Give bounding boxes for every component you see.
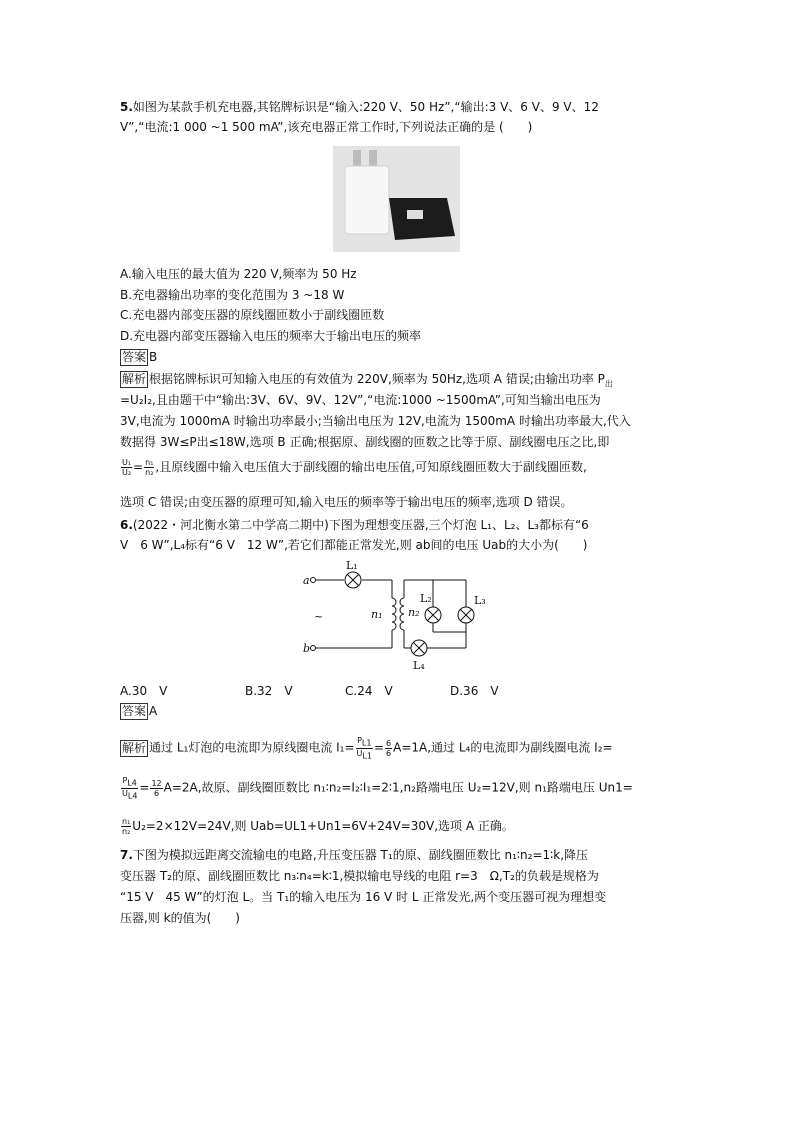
frac-12-6: $\frac{12}{6}$ <box>151 778 162 798</box>
q7-number: 7. <box>120 848 133 862</box>
q6-analysis-text3: U₂=2×12V=24V,则 Uab=UL1+Un1=6V+24V=30V,选项 A 正确。 <box>132 819 514 833</box>
q6-analysis-text2: A=2A,故原、副线圈匝数比 n₁∶n₂=I₂∶I₁=2∶1,n₂路端电压 U₂=12V,则 n₁路端电压 Un1= <box>163 780 633 795</box>
q6-option-a: A.30 V <box>120 684 168 698</box>
lamp-l2-label: L₂ <box>420 592 432 605</box>
q6-analysis-text1a: 通过 L₁灯泡的电流即为原线圈电流 I₁= <box>149 740 355 755</box>
q7-stem-line3: “15 V 45 W”的灯泡 L。当 T₁的输入电压为 16 V 时 L 正常发光,两个变压器可视为理想变 <box>120 890 607 904</box>
q6-option-b: B.32 V <box>245 684 293 698</box>
q6-analysis-line3 <box>120 817 514 836</box>
q5-stem-line1 <box>120 99 599 115</box>
q7-stem-text1: 下图为模拟远距离交流输电的电路,升压变压器 T₁的原、副线圈匝数比 n₁∶n₂=1∶k,降压 <box>132 848 589 862</box>
q5-answer <box>120 349 157 366</box>
frac-6-6: $\frac{6}{6}$ <box>386 738 392 758</box>
q6-stem-text1: (2022・河北衡水第二中学高二期中)下图为理想变压器,三个灯泡 L₁、L₂、L₃都标有“6 <box>132 518 589 532</box>
q5-analysis-line4: 数据得 3W≤P出≤18W,选项 B 正确;根据原、副线圈的匝数之比等于原、副线圈电压之比,即 <box>120 435 610 449</box>
q5-analysis-line6: 选项 C 错误;由变压器的原理可知,输入电压的频率等于输出电压的频率,选项 D 错误。 <box>120 495 573 509</box>
ratio-u1-u2: $\frac{\text{U₁}}{\text{U₂}}$ <box>122 458 132 477</box>
ac-source-symbol: ~ <box>314 610 324 623</box>
q6-stem-line1 <box>120 517 589 533</box>
q6-analysis-line1: 解析 通过 L₁灯泡的电流即为原线圈电流 I₁= $\frac{P_{L1}}{U_{L1}}$ = $\frac{6}{6}$ A=1A,通过 L₄的电流即为副线圈电流 I₂= <box>122 736 613 761</box>
terminal-a-label: a <box>303 574 310 587</box>
q5-option-b: B.充电器输出功率的变化范围为 3 ~18 W <box>120 288 345 302</box>
q5-analysis-text1: 根据铭牌标识可知输入电压的有效值为 220V,频率为 50Hz,选项 A 错误;由输出功率 P <box>149 372 605 386</box>
frac-pl4-ul4: $\frac{P_{L4}}{U_{L4}}$ <box>122 776 138 801</box>
q5-stem-line2: V”,“电流:1 000 ~1 500 mA”,该充电器正常工作时,下列说法正确的是 ( ) <box>120 120 533 134</box>
q5-stem-text1: 如图为某款手机充电器,其铭牌标识是“输入:220 V、50 Hz”,“输出:3 V、6 V、9 V、12 <box>132 100 599 114</box>
q7-stem-line1 <box>120 847 588 863</box>
frac-n1-n2: $\frac{\text{n₁}}{\text{n₂}}$ <box>122 817 131 836</box>
ratio-n1-n2: $\frac{\text{n₁}}{\text{n₂}}$ <box>145 458 154 477</box>
q6-analysis-text1b: A=1A,通过 L₄的电流即为副线圈电流 I₂= <box>393 740 613 755</box>
q5-analysis-line1 <box>120 371 613 392</box>
q5-analysis-line5: $\frac{\text{U₁}}{\text{U₂}}$ = $\frac{\text{n₁}}{\text{n₂}}$ ,且原线圈中输入电压值大于副线圈的输出电压值,可知原线圈匝数大于副线圈匝数, <box>122 458 587 477</box>
lamp-l3-label: L₃ <box>474 594 486 607</box>
q6-answer <box>120 703 157 720</box>
q6-number: 6. <box>120 518 133 532</box>
q5-answer-value: B <box>149 350 158 364</box>
q5-number: 5. <box>120 100 133 114</box>
q6-answer-tag: 答案 <box>122 704 147 718</box>
q7-stem-line4: 压器,则 k的值为( ) <box>120 911 240 925</box>
q6-answer-value: A <box>149 704 158 718</box>
frac-pl1-ul1: $\frac{P_{L1}}{U_{L1}}$ <box>356 736 372 761</box>
q5-answer-tag: 答案 <box>122 350 147 364</box>
terminal-b-label: b <box>303 642 311 655</box>
q6-stem-line2: V 6 W”,L₄标有“6 V 12 W”,若它们都能正常发光,则 ab间的电压 Uab的大小为( ) <box>120 538 588 552</box>
q5-option-d: D.充电器内部变压器输入电压的频率大于输出电压的频率 <box>120 329 422 343</box>
transformer-circuit <box>300 560 500 672</box>
coil-n1-label: n₁ <box>371 608 383 621</box>
charger-photo <box>333 146 460 252</box>
lamp-l4-label: L₄ <box>413 659 425 672</box>
lamp-l1-label: L₁ <box>346 560 358 572</box>
q6-analysis-tag: 解析 <box>122 740 147 755</box>
q6-option-d: D.36 V <box>450 684 499 698</box>
q5-analysis-tag: 解析 <box>122 372 147 386</box>
q6-analysis-line2: $\frac{P_{L4}}{U_{L4}}$ = $\frac{12}{6}$ A=2A,故原、副线圈匝数比 n₁∶n₂=I₂∶I₁=2∶1,n₂路端电压 U₂=12V,则 n₁路端电压 Un1= <box>122 776 633 801</box>
q5-option-c: C.充电器内部变压器的原线圈匝数小于副线圈匝数 <box>120 308 385 322</box>
coil-n2-label: n₂ <box>408 606 420 619</box>
q5-analysis-sub: 出 <box>604 379 613 389</box>
q5-analysis-line2: =U₂I₂,且由题干中“输出:3V、6V、9V、12V”,“电流:1000 ~1500mA”,可知当输出电压为 <box>120 393 601 407</box>
q5-analysis-text5: ,且原线圈中输入电压值大于副线圈的输出电压值,可知原线圈匝数大于副线圈匝数, <box>155 460 587 474</box>
q6-option-c: C.24 V <box>345 684 393 698</box>
q7-stem-line2: 变压器 T₂的原、副线圈匝数比 n₃∶n₄=k∶1,模拟输电导线的电阻 r=3 Ω,T₂的负载是规格为 <box>120 869 599 883</box>
q5-analysis-line3: 3V,电流为 1000mA 时输出功率最小;当输出电压为 12V,电流为 1500mA 时输出功率最大,代入 <box>120 414 631 428</box>
q5-option-a: A.输入电压的最大值为 220 V,频率为 50 Hz <box>120 267 357 281</box>
